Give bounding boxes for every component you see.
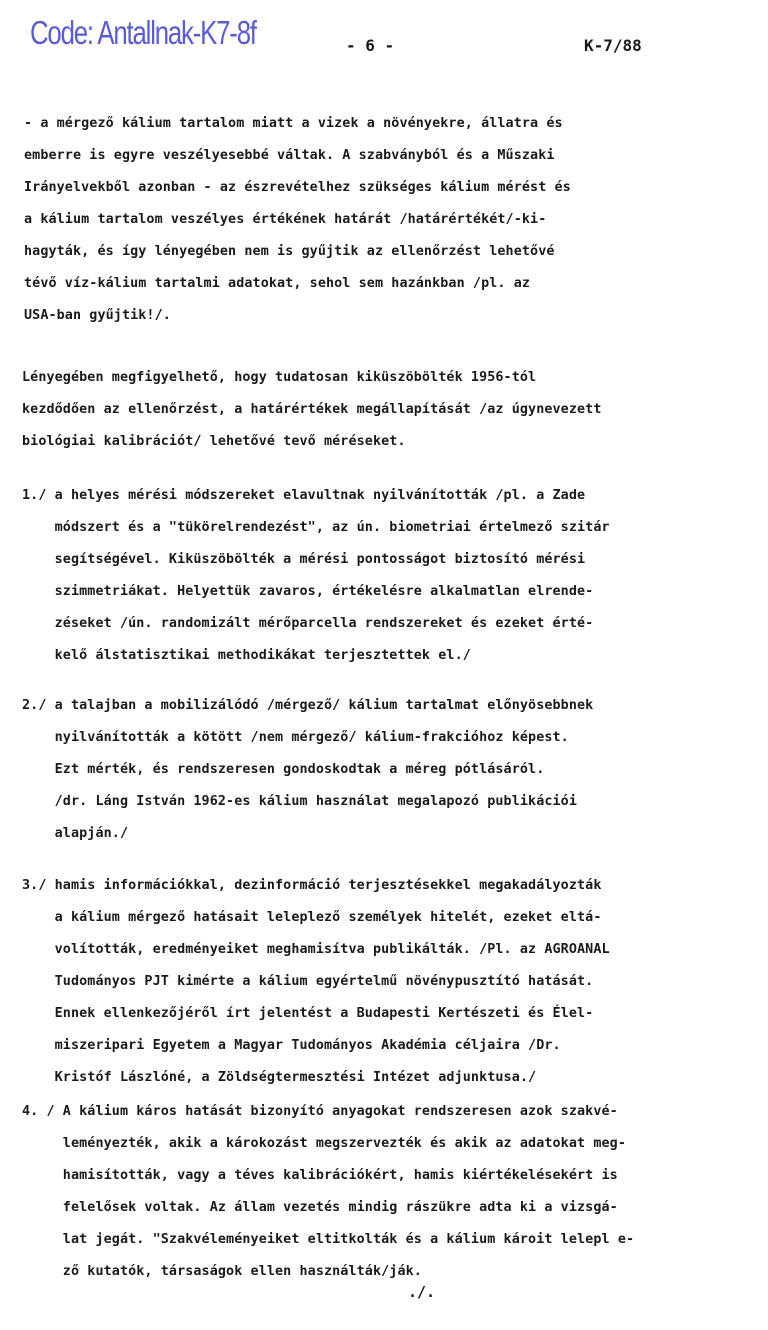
text-line: kelő álstatisztikai methodikákat terjesztettek el./ (22, 648, 471, 663)
continuation-mark: ./. (408, 1283, 436, 1301)
text-line: 3./ hamis információkkal, dezinformáció terjesztésekkel megakadályozták (22, 878, 602, 893)
text-line: Lényegében megfigyelhető, hogy tudatosan kiküszöbölték 1956-tól (22, 370, 537, 385)
text-line: alapján./ (22, 826, 129, 841)
text-line: Kristóf Lászlóné, a Zöldségtermesztési Intézet adjunktusa./ (22, 1070, 537, 1085)
text-line: felelősek voltak. Az állam vezetés mindig rászükre adta ki a vizsgá- (22, 1200, 618, 1215)
text-line: emberre is egyre veszélyesebbé váltak. A szabványból és a Műszaki (24, 148, 555, 163)
code-label: Code: Antallnak-K7-8f (30, 14, 256, 51)
text-line: Ennek ellenkezőjéről írt jelentést a Budapesti Kertészeti és Élel- (22, 1006, 594, 1021)
text-line: zéseket /ún. randomizált mérőparcella rendszereket és ezeket érté- (22, 616, 594, 631)
paragraph-summary (22, 362, 602, 458)
text-line: Ezt mérték, és rendszeresen gondoskodtak a méreg pótlásáról. (22, 762, 545, 777)
paragraph-point-4 (22, 1096, 634, 1288)
text-line: USA-ban gyűjtik!/. (24, 308, 171, 323)
text-line: hagyták, és így lényegében nem is gyűjtik az ellenőrzést lehetővé (24, 244, 555, 259)
text-line: a kálium mérgező hatásait leleplező személyek hitelét, ezeket eltá- (22, 910, 602, 925)
text-line: a kálium tartalom veszélyes értékének határát /határértékét/-ki- (24, 212, 547, 227)
text-line: 4. / A kálium káros hatását bizonyító anyagokat rendszeresen azok szakvé- (22, 1104, 618, 1119)
text-line: Irányelvekből azonban - az észrevételhez szükséges kálium mérést és (24, 180, 571, 195)
paragraph-potassium-intro (24, 108, 571, 332)
text-line: biológiai kalibrációt/ lehetővé tevő méréseket. (22, 434, 406, 449)
text-line: - a mérgező kálium tartalom miatt a vizek a növényekre, állatra és (24, 116, 563, 131)
text-line: Tudományos PJT kimérte a kálium egyértelmű növénypusztító hatását. (22, 974, 594, 989)
text-line: /dr. Láng István 1962-es kálium használat megalapozó publikációi (22, 794, 578, 809)
text-line: volították, eredményeiket meghamisítva publikálták. /Pl. az AGROANAL (22, 942, 610, 957)
text-line: hamisították, vagy a téves kalibrációkért, hamis kiértékelésekért is (22, 1168, 618, 1183)
text-line: szimmetriákat. Helyettük zavaros, értékelésre alkalmatlan elrende- (22, 584, 594, 599)
paragraph-point-1 (22, 480, 610, 672)
text-line: segítségével. Kiküszöbölték a mérési pontosságot biztosító mérési (22, 552, 586, 567)
text-line: lat jegát. "Szakvéleményeiket eltitkolták és a kálium károit lelepl e- (22, 1232, 635, 1247)
text-line: miszeripari Egyetem a Magyar Tudományos Akadémia céljaira /Dr. (22, 1038, 561, 1053)
page-number: - 6 - (346, 36, 395, 55)
text-line: 2./ a talajban a mobilizálódó /mérgező/ kálium tartalmat előnyösebbnek (22, 698, 594, 713)
text-line: tévő víz-kálium tartalmi adatokat, sehol sem hazánkban /pl. az (24, 276, 531, 291)
text-line: nyilvánították a kötött /nem mérgező/ kálium-frakcióhoz képest. (22, 730, 569, 745)
text-line: leményezték, akik a károkozást megszervezték és akik az adatokat meg- (22, 1136, 626, 1151)
text-line: ző kutatók, társaságok ellen használták/ják. (22, 1264, 422, 1279)
text-line: 1./ a helyes mérési módszereket elavultnak nyilvánították /pl. a Zade (22, 488, 586, 503)
text-line: kezdődően az ellenőrzést, a határértékek megállapítását /az úgynevezett (22, 402, 602, 417)
paragraph-point-2 (22, 690, 593, 850)
text-line: módszert és a "tükörelrendezést", az ún. biometriai értelmező szitár (22, 520, 610, 535)
document-reference: K-7/88 (584, 36, 642, 55)
paragraph-point-3 (22, 870, 610, 1094)
